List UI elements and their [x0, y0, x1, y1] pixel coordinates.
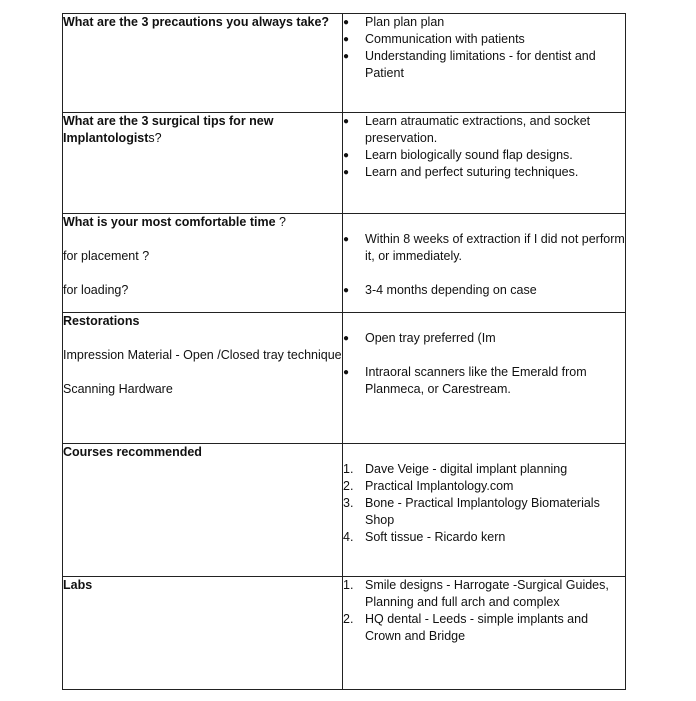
question-tail: s? — [148, 131, 162, 145]
list-item — [343, 478, 625, 495]
list-number: 1. — [343, 462, 354, 476]
question-cell — [63, 444, 343, 577]
answer-list — [343, 577, 625, 645]
table-row — [63, 113, 626, 214]
question-cell — [63, 214, 343, 313]
table-row — [63, 313, 626, 444]
list-item — [343, 577, 625, 611]
list-text: HQ dental - Leeds - simple implants and Crown and Bridge — [365, 612, 589, 643]
answer-list — [343, 14, 625, 82]
question-sub: for loading? — [63, 283, 129, 297]
list-item — [343, 461, 625, 478]
question-text — [63, 214, 342, 231]
table-row — [63, 14, 626, 113]
question-sub: for placement ? — [63, 249, 150, 263]
list-number: 2. — [343, 479, 354, 493]
question-tail: ? — [275, 215, 286, 229]
list-number: 4. — [343, 530, 354, 544]
table-row — [63, 444, 626, 577]
list-text: Bone - Practical Implantology Biomaterials Shop — [365, 496, 600, 527]
answer-cell — [343, 313, 626, 444]
list-number: 1. — [343, 578, 354, 592]
question-text: Courses recommended — [63, 445, 202, 459]
question-cell — [63, 313, 343, 444]
list-text: Practical Implantology.com — [365, 479, 514, 493]
list-item: ● Intraoral scanners like the Emerald from Planmeca, or Carestream. — [343, 364, 625, 398]
list-text: Smile designs - Harrogate -Surgical Guides, Planning and full arch and complex — [365, 578, 609, 609]
list-item — [343, 495, 625, 529]
list-gap — [343, 265, 625, 282]
list-item: ● 3-4 months depending on case — [343, 282, 625, 299]
question-text: What are the 3 precautions you always take? — [63, 15, 330, 29]
answer-list — [343, 330, 625, 398]
question-sub: Scanning Hardware — [63, 382, 173, 396]
list-gap — [343, 347, 625, 364]
question-bold: What are the 3 surgical tips for new Implantologist — [63, 114, 274, 145]
answer-list — [343, 231, 625, 299]
answer-cell — [343, 113, 626, 214]
list-item: ● Understanding limitations - for dentist and Patient — [343, 48, 625, 82]
list-text: Soft tissue - Ricardo kern — [365, 530, 506, 544]
qa-table — [62, 13, 626, 690]
question-text — [63, 113, 342, 147]
list-text: Dave Veige - digital implant planning — [365, 462, 568, 476]
answer-list — [343, 461, 625, 546]
question-cell — [63, 577, 343, 690]
list-number: 3. — [343, 496, 354, 510]
question-text: Restorations — [63, 314, 140, 328]
answer-cell — [343, 577, 626, 690]
answer-cell — [343, 14, 626, 113]
question-cell — [63, 113, 343, 214]
list-item: ● Learn biologically sound flap designs. — [343, 147, 625, 164]
question-cell — [63, 14, 343, 113]
question-bold: What is your most comfortable time — [63, 215, 276, 229]
question-sub: Impression Material - Open /Closed tray technique — [63, 348, 342, 362]
answer-cell — [343, 444, 626, 577]
list-item: ● Open tray preferred (Im — [343, 330, 625, 347]
list-item: ● Learn atraumatic extractions, and socket preservation. — [343, 113, 625, 147]
list-item — [343, 611, 625, 645]
list-item: ● Within 8 weeks of extraction if I did not perform it, or immediately. — [343, 231, 625, 265]
table-row — [63, 214, 626, 313]
list-item: ● Communication with patients — [343, 31, 625, 48]
table-row — [63, 577, 626, 690]
list-item: ● Plan plan plan — [343, 14, 625, 31]
answer-list — [343, 113, 625, 181]
list-item — [343, 529, 625, 546]
question-text: Labs — [63, 578, 93, 592]
list-item: ● Learn and perfect suturing techniques. — [343, 164, 625, 181]
list-number: 2. — [343, 612, 354, 626]
answer-cell — [343, 214, 626, 313]
